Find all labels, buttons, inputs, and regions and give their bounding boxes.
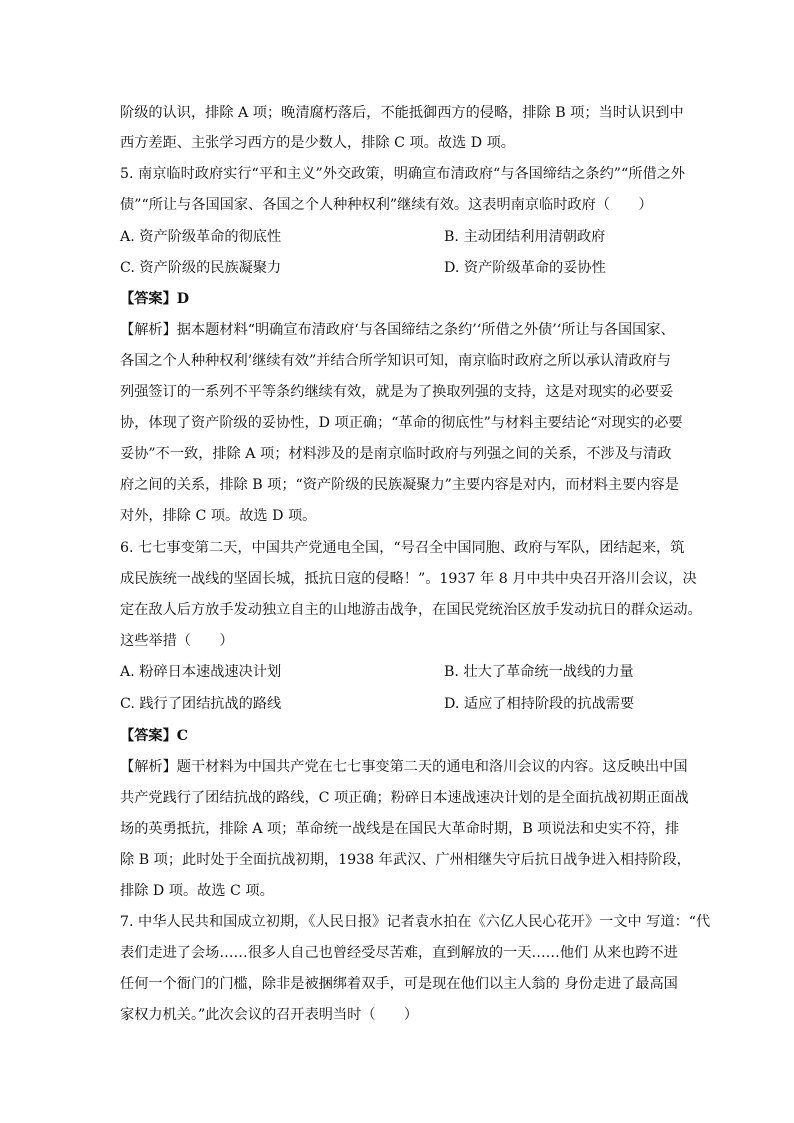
question-6-stem: 定在敌人后方放手发动独立自主的山地游击战争，在国民党统治区放手发动抗日的群众运动。: [120, 602, 702, 618]
q5-analysis: 协，体现了资产阶级的妥协性，D 项正确；“革命的彻底性”与材料主要结论“对现实的必要: [120, 415, 683, 431]
q5-option-c: C. 资产阶级的民族凝聚力: [120, 260, 282, 276]
q6-option-a: A. 粉碎日本速战速决计划: [120, 664, 282, 680]
question-7-stem: 7. 中华人民共和国成立初期，《人民日报》记者袁水拍在《六亿人民心花开》一文中 写道：“代: [120, 914, 711, 930]
question-6-stem: 这些举措（ ）: [120, 633, 234, 649]
q6-option-d: D. 适应了相持阶段的抗战需要: [444, 696, 635, 712]
text-line: 阶级的认识，排除 A 项；晚清腐朽落后，不能抵御西方的侵略，排除 B 项；当时认识到中: [120, 105, 684, 121]
question-7-stem: 表们走进了会场……很多人自己也曾经受尽苦难，直到解放的一天……他们 从来也跨不进: [120, 945, 678, 961]
q5-analysis: 列强签订的一系列不平等条约继续有效，就是为了换取列强的支持，这是对现实的必要妥: [120, 384, 674, 400]
q6-option-c: C. 践行了团结抗战的路线: [120, 696, 282, 712]
q6-analysis: 排除 D 项。故选 C 项。: [120, 883, 274, 899]
q5-analysis: 各国之个人种种权利’继续有效”并结合所学知识可知，南京临时政府之所以承认清政府与: [120, 353, 671, 369]
q6-analysis: 除 B 项；此时处于全面抗战初期，1938 年武汉、广州相继失守后抗日战争进入相持阶段，: [120, 852, 691, 868]
q6-analysis: 场的英勇抵抗，排除 A 项；革命统一战线是在国民大革命时期，B 项说法和史实不符，排: [120, 821, 680, 837]
question-7-stem: 家权力机关。”此次会议的召开表明当时（ ）: [120, 1007, 419, 1023]
question-5-stem: 5. 南京临时政府实行“平和主义”外交政策，明确宣布清政府“与各国缔结之条约”“所借之外: [120, 166, 686, 182]
q5-analysis: 【解析】据本题材料“明确宣布清政府‘与各国缔结之条约’‘所借之外债’‘所让与各国国家、: [120, 322, 675, 338]
q6-option-b: B. 壮大了革命统一战线的力量: [444, 664, 634, 680]
question-7-stem: 任何一个衙门的门槛，除非是被捆绑着双手，可是现在他们以主人翁的 身份走进了最高国: [120, 976, 678, 992]
question-6-stem: 成民族统一战线的坚固长城，抵抗日寇的侵略！”。1937 年 8 月中共中央召开洛川会议，决: [120, 571, 697, 587]
q5-analysis: 府之间的关系，排除 B 项；“资产阶级的民族凝聚力”主要内容是对内，而材料主要内容是: [120, 477, 679, 493]
q5-answer: 【答案】D: [120, 291, 190, 307]
q6-analysis: 共产党践行了团结抗战的路线，C 项正确；粉碎日本速战速决计划的是全面抗战初期正面战: [120, 790, 689, 806]
q5-option-d: D. 资产阶级革命的妥协性: [444, 260, 606, 276]
q6-answer: 【答案】C: [120, 728, 189, 744]
q5-option-b: B. 主动团结利用清朝政府: [444, 229, 606, 245]
question-5-stem: 债”“所让与各国国家、各国之个人种种权利”继续有效。这表明南京临时政府（ ）: [120, 197, 653, 213]
q5-option-a: A. 资产阶级革命的彻底性: [120, 229, 282, 245]
text-line: 西方差距、主张学习西方的是少数人，排除 C 项。故选 D 项。: [120, 135, 515, 151]
q5-analysis: 对外，排除 C 项。故选 D 项。: [120, 508, 317, 524]
q6-analysis: 【解析】题干材料为中国共产党在七七事变第二天的通电和洛川会议的内容。这反映出中国: [120, 759, 688, 775]
question-6-stem: 6. 七七事变第二天，中国共产党通电全国，“号召全中国同胞、政府与军队，团结起来，筑: [120, 540, 685, 556]
q5-analysis: 妥协”不一致，排除 A 项；材料涉及的是南京临时政府与列强之间的关系，不涉及与清政: [120, 446, 672, 462]
